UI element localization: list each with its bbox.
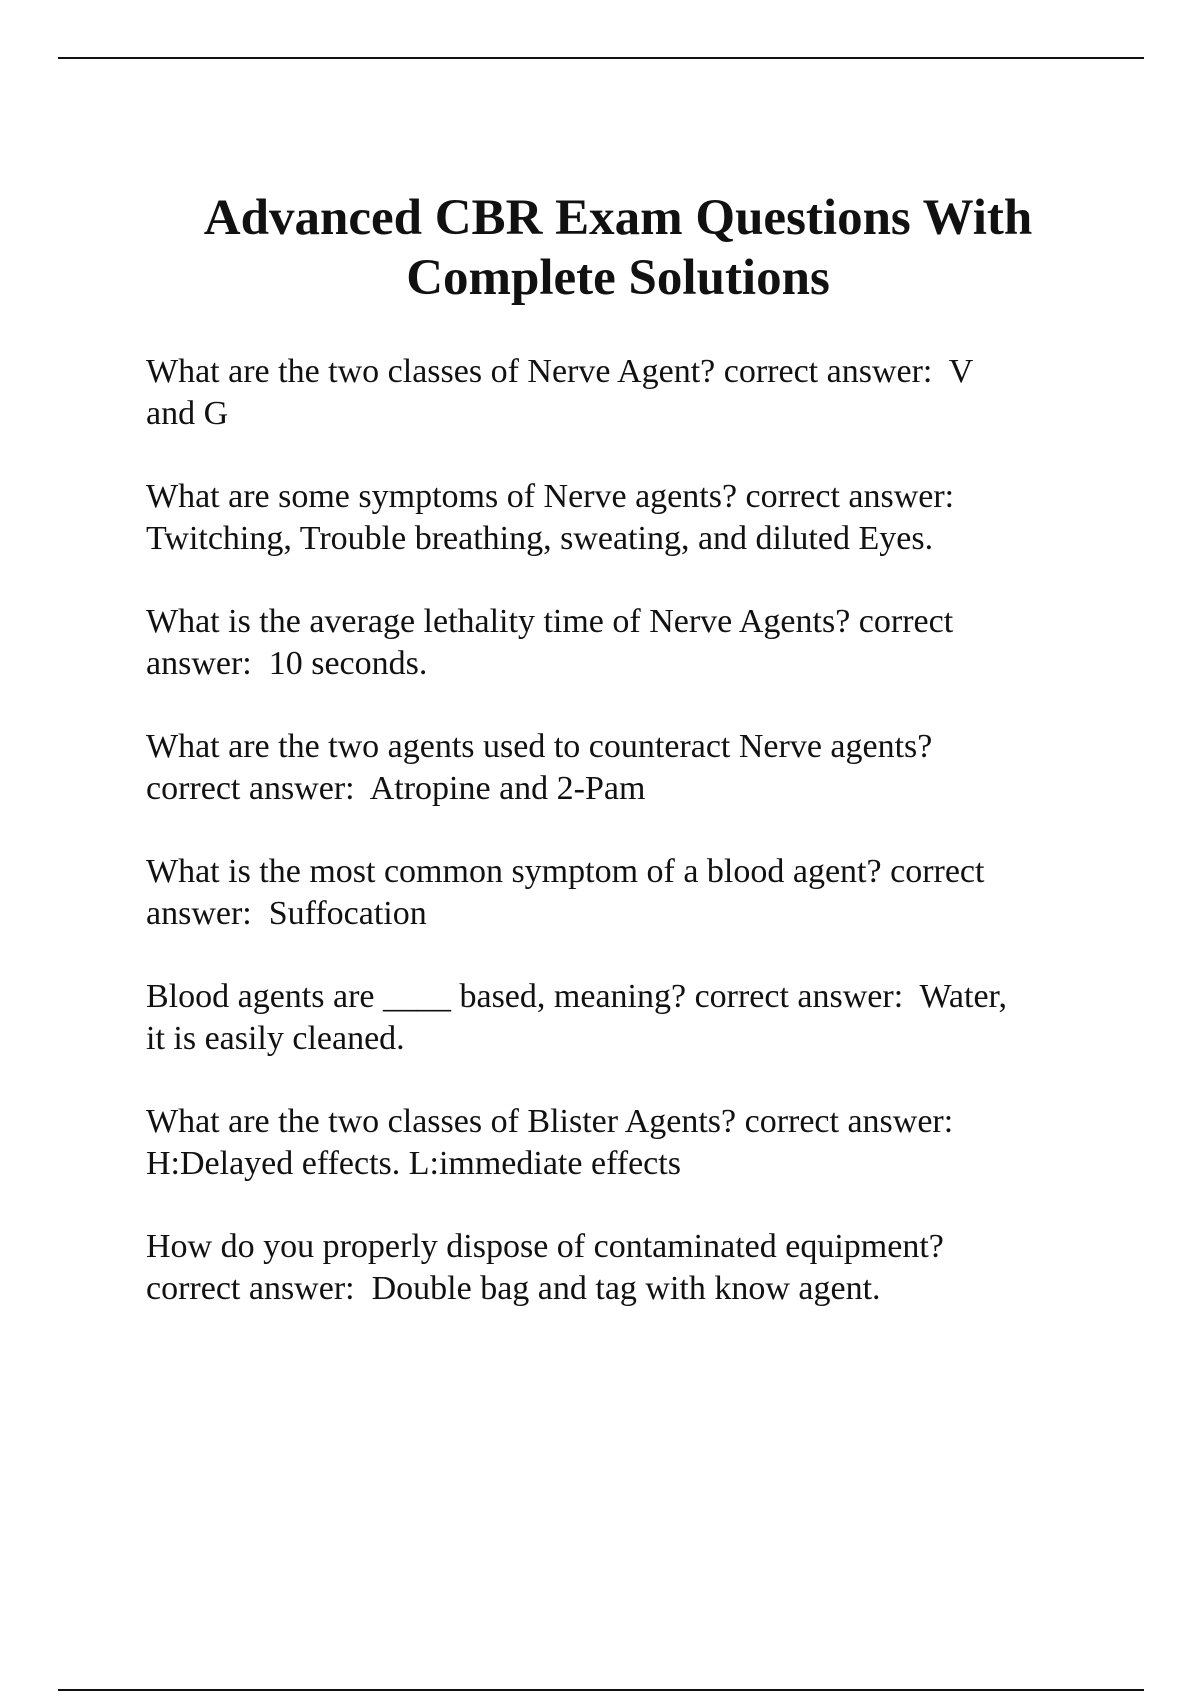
qa-text-line: What are some symptoms of Nerve agents? correct answer:	[146, 478, 955, 515]
qa-text-line: Twitching, Trouble breathing, sweating, and diluted Eyes.	[146, 520, 934, 557]
qa-text-line: answer: 10 seconds.	[146, 645, 428, 682]
qa-text-line: it is easily cleaned.	[146, 1020, 405, 1057]
qa-item	[146, 726, 1076, 810]
qa-item	[146, 351, 1076, 435]
qa-text-line: What is the average lethality time of Nerve Agents? correct	[146, 603, 954, 640]
qa-text-line: and G	[146, 395, 229, 432]
qa-text-line: correct answer: Double bag and tag with know agent.	[146, 1270, 881, 1307]
qa-list	[146, 351, 1076, 1351]
qa-text-line: correct answer: Atropine and 2-Pam	[146, 770, 646, 807]
qa-text-line: What are the two classes of Nerve Agent? correct answer: V	[146, 353, 974, 390]
qa-text-line: What are the two classes of Blister Agents? correct answer:	[146, 1103, 954, 1140]
qa-item	[146, 851, 1076, 935]
title-line: Complete Solutions	[406, 250, 830, 306]
qa-text-line: H:Delayed effects. L:immediate effects	[146, 1145, 681, 1182]
qa-item	[146, 1226, 1076, 1310]
title-line: Advanced CBR Exam Questions With	[203, 190, 1033, 246]
qa-item	[146, 976, 1076, 1060]
qa-text-line: How do you properly dispose of contaminated equipment?	[146, 1228, 944, 1265]
qa-item	[146, 476, 1076, 560]
qa-item	[146, 1101, 1076, 1185]
qa-text-line: Blood agents are ____ based, meaning? correct answer: Water,	[146, 978, 1008, 1015]
qa-text-line: What is the most common symptom of a blood agent? correct	[146, 853, 985, 890]
bottom-divider	[58, 1689, 1144, 1691]
qa-text-line: answer: Suffocation	[146, 895, 427, 932]
qa-item	[146, 601, 1076, 685]
document-title	[120, 188, 1116, 308]
top-divider	[58, 57, 1144, 59]
qa-text-line: What are the two agents used to counteract Nerve agents?	[146, 728, 933, 765]
